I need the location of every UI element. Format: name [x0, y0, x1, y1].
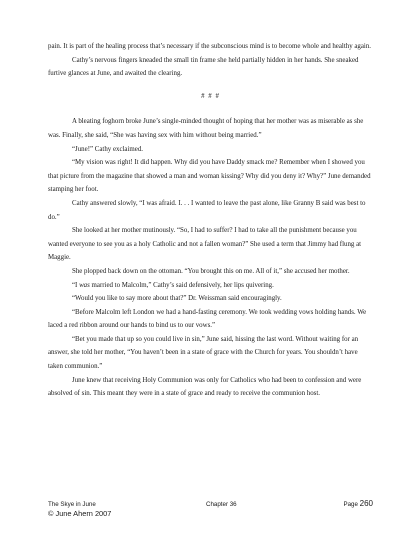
paragraph: A bleating foghorn broke June’s single-minded thought of hoping that her mother was as miserable as she was. Finally, she said, “She was having sex with him without being married.” — [48, 118, 364, 139]
text-run: “I — [72, 281, 80, 289]
chapter-label: Chapter 36 — [206, 501, 237, 508]
paragraph: She plopped back down on the ottoman. “You brought this on me. All of it,” she accused her mother. — [72, 267, 350, 275]
paragraph — [48, 279, 373, 293]
paragraph: “My vision was right! It did happen. Why did you have Daddy smack me? Remember when I showed you that picture from the magazine that showed a man and woman kissing? Why did you deny it? Why?” June demanded stamping her foot. — [48, 159, 371, 194]
page-label: Page — [343, 501, 358, 508]
paragraph: Cathy answered slowly, “I was afraid. I. . . I wanted to leave the past alone, like Granny B said was best to do.” — [48, 199, 366, 221]
paragraph: “Bet you made that up so you could live in sin,” June said, hissing the last word. Without waiting for an answer, she told her mother, “You haven’t been in a state of grace with the Church for years. You shouldn’t have taken communion.” — [48, 335, 359, 371]
section-separator: # # # — [201, 92, 220, 100]
paragraph: “Would you like to say more about that?” Dr. Weissman said encouragingly. — [72, 295, 282, 303]
paragraph: Cathy’s nervous fingers kneaded the small tin frame she held partially hidden in her hands. She sneaked furtive glances at June, and awaited the clearing. — [48, 56, 359, 78]
text-run: married to Malcolm,” Cathy’s said defensively, her lips quivering. — [89, 281, 274, 289]
paragraph: “June!” Cathy exclaimed. — [72, 145, 143, 153]
page-number-block — [343, 500, 373, 509]
paragraph: “Before Malcolm left London we had a hand-fasting ceremony. We took wedding vows holding hands. We laced a red ribbon around our hands to bind us to our vows.” — [48, 308, 367, 330]
book-title: The Skye in June — [48, 501, 96, 508]
copyright: © June Ahern 2007 — [48, 509, 112, 518]
italic-text: was — [79, 281, 90, 289]
paragraph: June knew that receiving Holy Communion was only for Catholics who had been to confession and were absolved of sin. This meant they were in a state of grace and ready to receive the communion host. — [48, 376, 362, 398]
paragraph: pain. It is part of the healing process that’s necessary if the subconscious mind is to become whole and healthy again. — [48, 43, 372, 50]
paragraph: She looked at her mother mutinously. “So, I had to suffer? I had to take all the punishment because you wanted everyone to see you as a holy Catholic and not a fallen woman?” She used a term that Jimmy had flung at Maggie. — [48, 227, 362, 262]
body-text — [48, 40, 373, 401]
page-footer — [48, 501, 373, 518]
page-number: 260 — [359, 499, 373, 508]
